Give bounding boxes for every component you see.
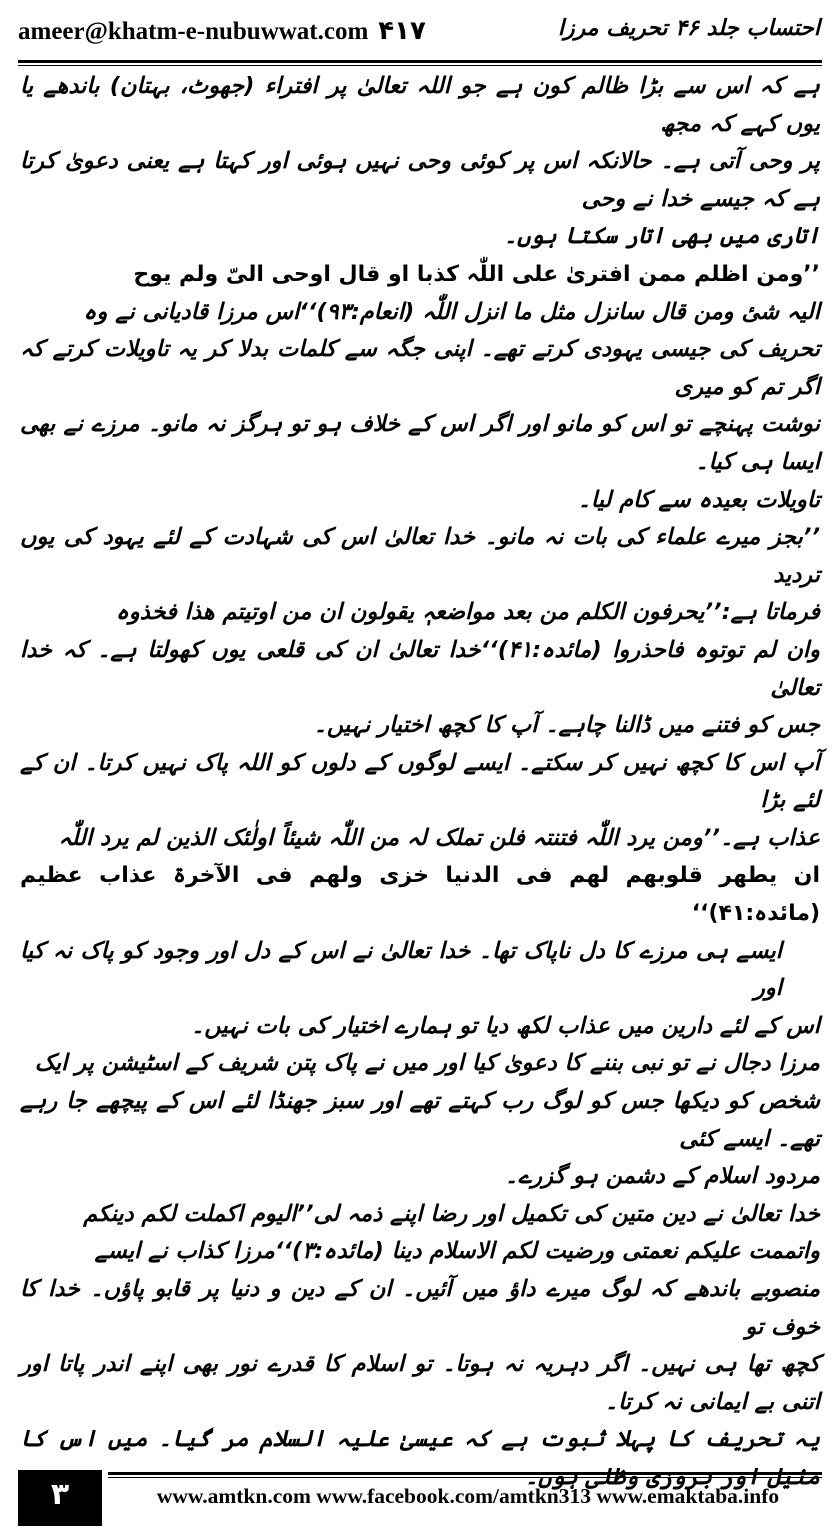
book-title: احتساب جلد ۴۶ تحریف مرزا bbox=[557, 16, 820, 41]
footer-links[interactable]: www.amtkn.com www.facebook.com/amtkn313 www.emaktaba.info bbox=[156, 1484, 780, 1508]
body-line: پر وحی آتی ہے۔ حالانکہ اس پر کوئی وحی نہیں ہوئی اور کہتا ہے یعنی دعویٰ کرتا ہے کہ جیسے خدا نے وحی bbox=[20, 148, 820, 212]
page-footer bbox=[18, 1470, 822, 1530]
page-header bbox=[18, 10, 822, 58]
body-line: ایسے ہی مرزے کا دل ناپاک تھا۔ خدا تعالیٰ نے اس کے دل اور وجود کو پاک نہ کیا اور bbox=[20, 937, 782, 1002]
body-line: ہے کہ اس سے بڑا ظالم کون ہے جو اللہ تعالیٰ پر افتراء (جھوٹ، بہتان) باندھے یا یوں کہے کہ مجھ bbox=[20, 73, 820, 137]
body-line: مرزا دجال نے تو نبی بننے کا دعویٰ کیا اور میں نے پاک پتن شریف کے اسٹیشن پر ایک bbox=[34, 1050, 820, 1077]
page-number: ۴۱۷ bbox=[378, 16, 426, 46]
sheet-number: ۳ bbox=[18, 1470, 102, 1526]
body-line: شخص کو دیکھا جس کو لوگ رب کہتے تھے اور سبز جھنڈا لئے اس کے پیچھے جا رہے تھے۔ ایسے کئی bbox=[20, 1088, 820, 1152]
quran-line: ’’ومن اظلم ممن افتریٰ علی اللّٰہ کذبا او قال اوحی الیّ ولم یوح bbox=[133, 261, 820, 287]
body-line: خدا تعالیٰ نے دین متین کی تکمیل اور رضا اپنے ذمہ لی’’الیوم اکملت لکم دینکم bbox=[83, 1200, 820, 1227]
body-line: عذاب ہے۔’’ومن یرد اللّٰہ فتنتہ فلن تملک لہ من اللّٰہ شیئاً اولٰئک الذین لم یرد اللّٰہ bbox=[58, 824, 820, 851]
page-body bbox=[20, 68, 821, 1490]
header-email: ameer@khatm-e-nubuwwat.com bbox=[18, 18, 369, 45]
body-line: آپ اس کا کچھ نہیں کر سکتے۔ ایسے لوگوں کے دلوں کو اللہ پاک نہیں کرتا۔ ان کے لئے بڑا bbox=[20, 749, 820, 814]
quran-line: ان یطھر قلوبھم لھم فی الدنیا خزی ولھم فی الآخرۃ عذاب عظیم (مائدہ:۴۱)‘‘ bbox=[20, 863, 820, 927]
body-line: ’’بجز میرے علماء کی بات نہ مانو۔ خدا تعالیٰ اس کی شہادت کے لئے یہود کی یوں تردید bbox=[20, 524, 820, 588]
header-left bbox=[18, 16, 426, 46]
body-line: کچھ تھا ہی نہیں۔ اگر دہریہ نہ ہوتا۔ تو اسلام کا قدرے نور بھی اپنے اندر پاتا اور اتنی بے ایمانی نہ کرتا۔ bbox=[20, 1351, 820, 1415]
body-line: جس کو فتنے میں ڈالنا چاہے۔ آپ کا کچھ اختیار نہیں۔ bbox=[313, 712, 820, 739]
body-line: اس کے لئے دارین میں عذاب لکھ دیا تو ہمارے اختیار کی بات نہیں۔ bbox=[191, 1012, 820, 1039]
body-line: نوشت پہنچے تو اس کو مانو اور اگر اس کے خلاف ہو تو ہرگز نہ مانو۔ مرزے نے بھی ایسا ہی کیا۔ bbox=[20, 411, 820, 475]
body-line: اتاری میں بھی اتار سکتا ہوں۔ bbox=[503, 223, 820, 250]
body-line: تحریف کی جیسی یہودی کرتے تھے۔ اپنی جگہ سے کلمات بدلا کر یہ تاویلات کرتے کہ اگر تم کو میری bbox=[20, 336, 820, 400]
body-line: تاویلات بعیدہ سے کام لیا۔ bbox=[577, 486, 820, 513]
body-line: الیہ شیٔ ومن قال سانزل مثل ما انزل اللّٰہ (انعام:۹۳)‘‘اس مرزا قادیانی نے وہ bbox=[83, 298, 820, 325]
body-line: فرماتا ہے:’’یحرفون الکلم من بعد مواضعہٖ یقولون ان من اوتیتم ھذا فخذوہ bbox=[115, 599, 820, 626]
body-line: مردود اسلام کے دشمن ہو گزرے۔ bbox=[504, 1163, 820, 1190]
footer-divider bbox=[108, 1472, 822, 1478]
body-line: واتممت علیکم نعمتی ورضیت لکم الاسلام دینا (مائدہ:۳)‘‘مرزا کذاب نے ایسے bbox=[94, 1238, 820, 1265]
body-line: وان لم توتوہ فاحذروا (مائدہ:۴۱)‘‘خدا تعالیٰ ان کی قلعی یوں کھولتا ہے۔ کہ خدا تعالیٰ bbox=[20, 636, 821, 701]
body-line: منصوبے باندھے کہ لوگ میرے داؤ میں آئیں۔ ان کے دین و دنیا پر قابو پاؤں۔ خدا کا خوف تو bbox=[20, 1276, 820, 1340]
body-line: یہ تحریف کا پہلا ثبوت ہے کہ عیسیٰ علیہ السلام مر گیا۔ میں اس کا مثیل اور بروزی وظلی ہوں۔ bbox=[20, 1426, 820, 1490]
header-divider bbox=[18, 60, 822, 66]
